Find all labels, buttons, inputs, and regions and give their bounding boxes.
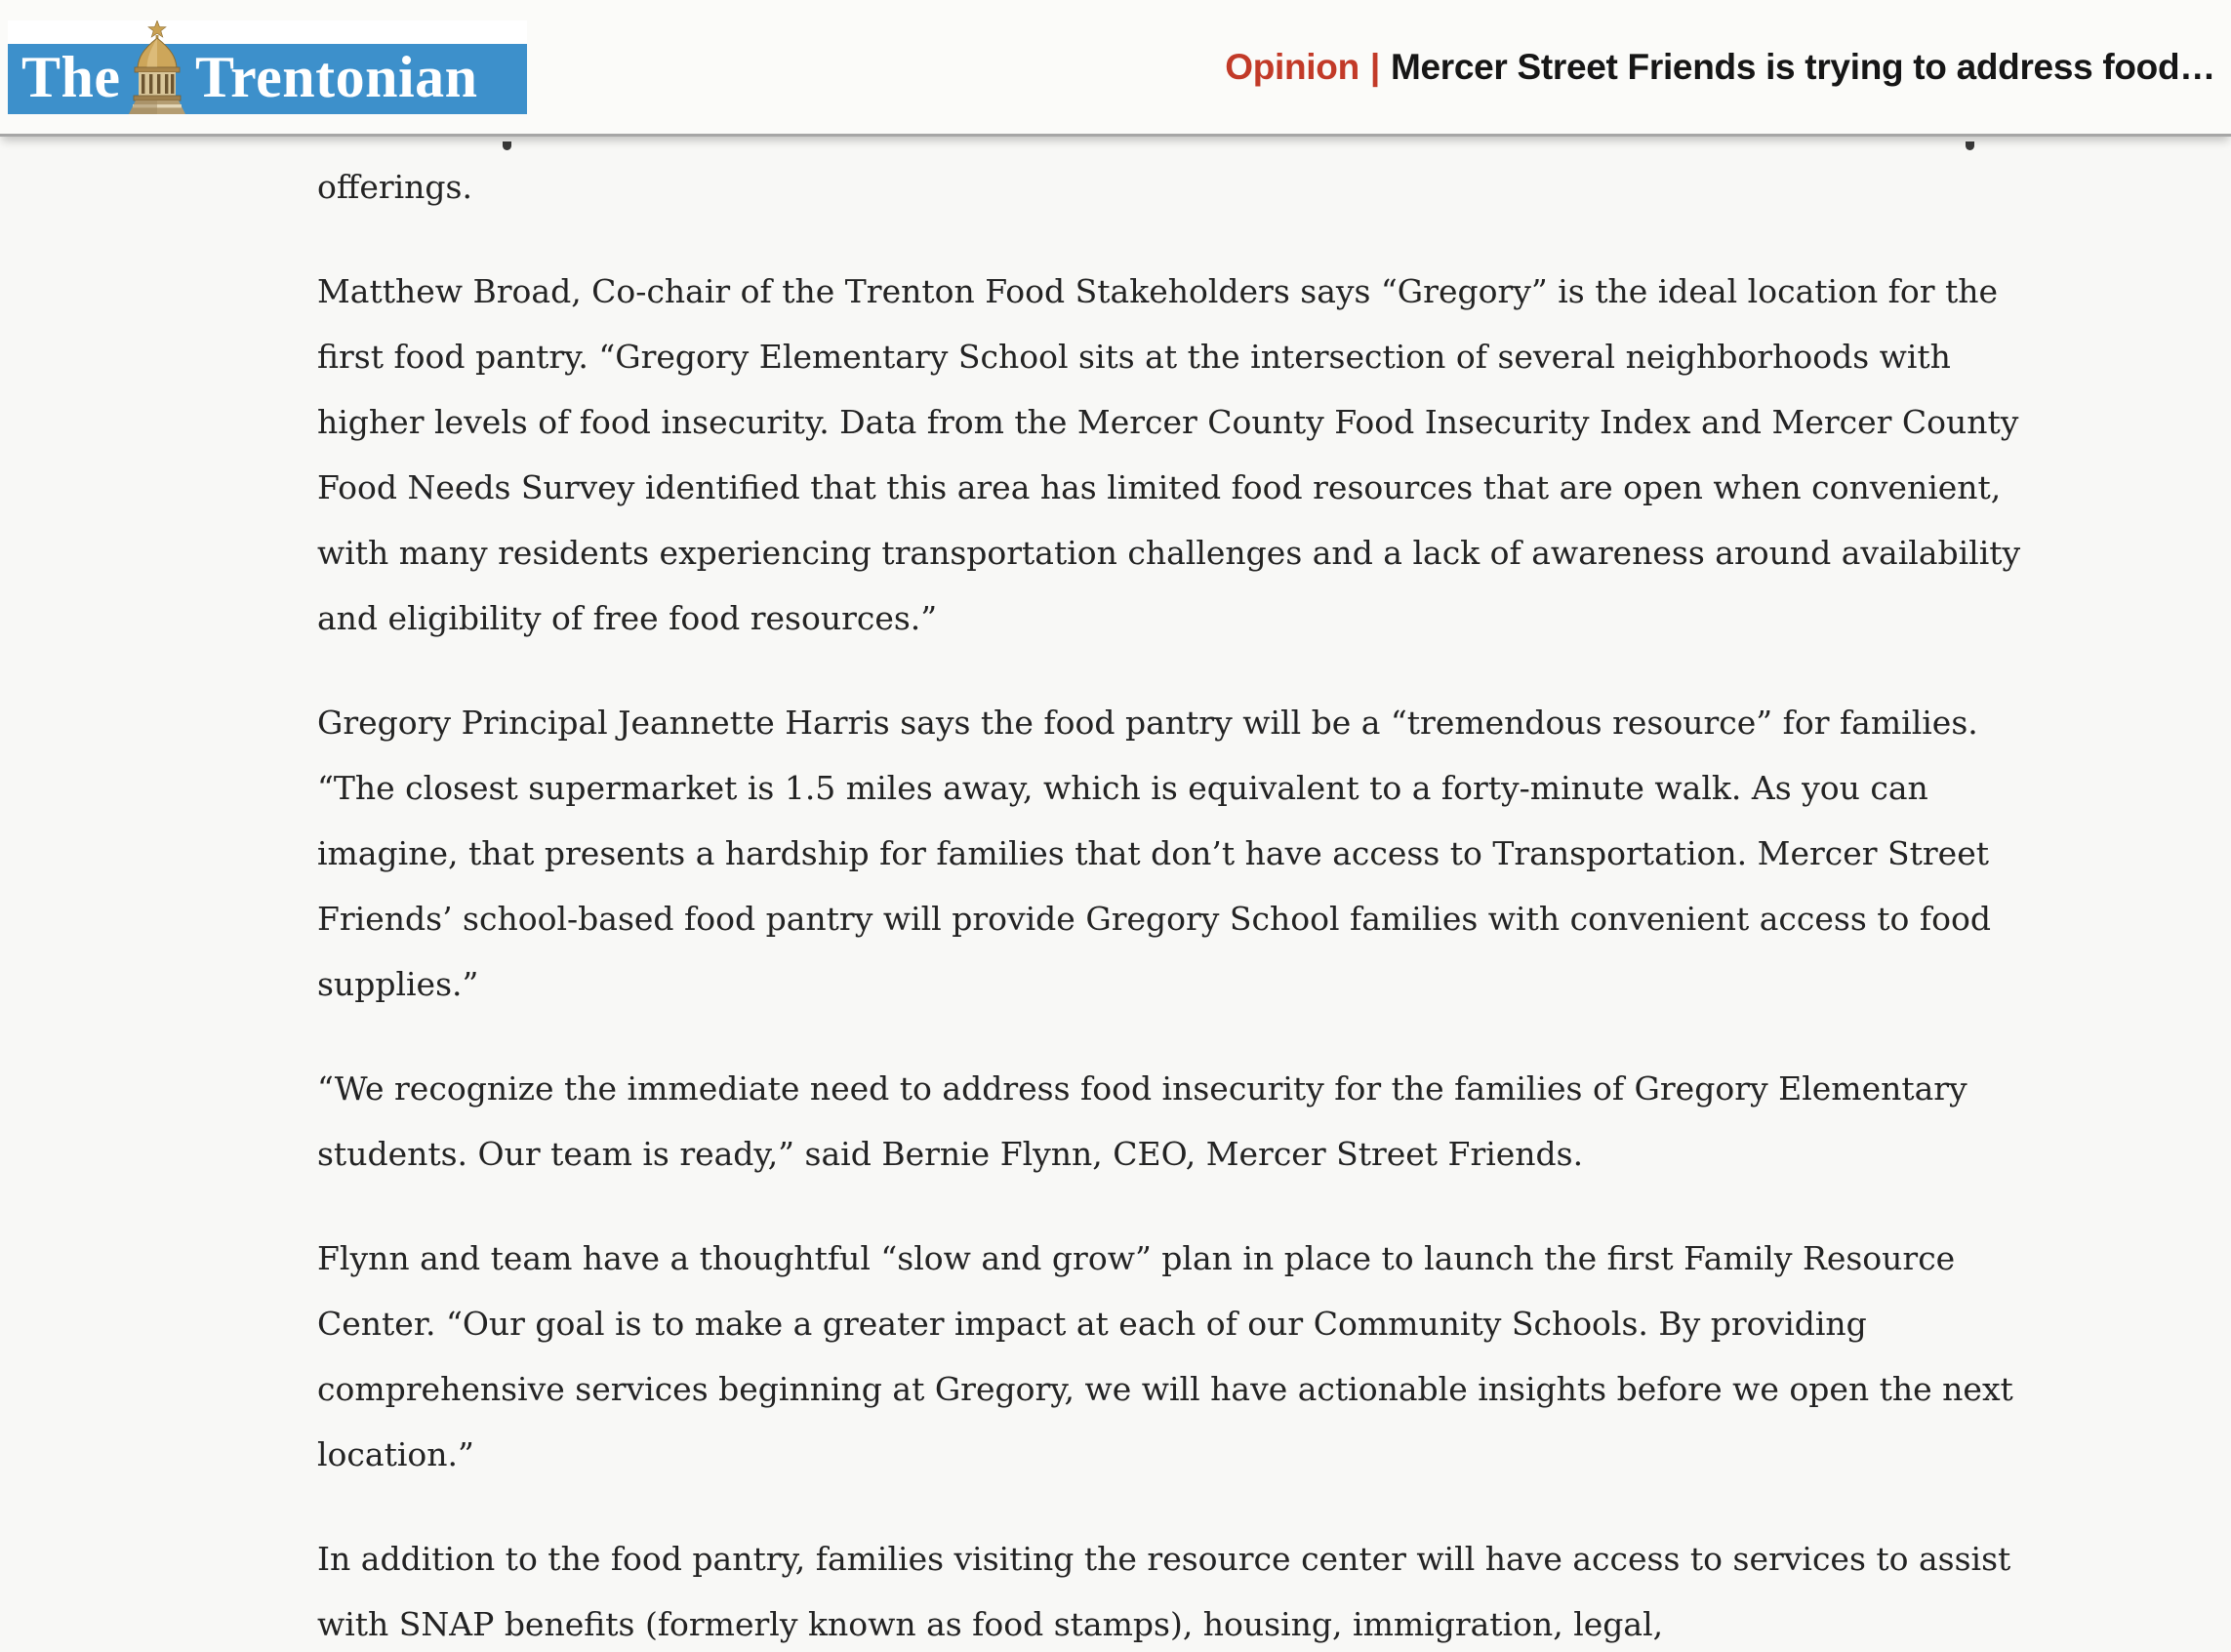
- sticky-article-headline[interactable]: [1225, 47, 2215, 88]
- headline-text: Mercer Street Friends is trying to address food…: [1390, 46, 2215, 87]
- article-paragraph: “We recognize the immediate need to address food insecurity for the families of Gregory Elementary students. Our team is ready,” said Bernie Flynn, CEO, Mercer Street Friends.: [317, 1069, 1967, 1173]
- capitol-dome-icon: [125, 20, 189, 114]
- article-paragraph: offerings.: [317, 168, 472, 206]
- article-paragraph: Matthew Broad, Co-chair of the Trenton Food Stakeholders says “Gregory” is the ideal location for the first food pantry. “Gregory Elementary School sits at the intersection of several neighborhoods with higher levels of food insecurity. Data from the Mercer County Food Insecurity Index and Mercer County Food Needs Survey identified that this area has limited food resources that are open when convenient, with many residents experiencing transportation challenges and a lack of awareness around availability and eligibility of free food resources.”: [317, 272, 2021, 637]
- logo-word-the: The: [21, 44, 121, 109]
- article-paragraph: In addition to the food pantry, families visiting the resource center will have access to services to assist with SNAP benefits (formerly known as food stamps), housing, immigration, legal,: [317, 1540, 2011, 1643]
- trentonian-logo[interactable]: [8, 20, 527, 114]
- article-paragraph: Gregory Principal Jeannette Harris says the food pantry will be a “tremendous resource” for families. “The closest supermarket is 1.5 miles away, which is equivalent to a forty-minute walk. As you can imagine, that presents a hardship for families that don’t have access to Transportation. Mercer Street Friends’ school-based food pantry will provide Gregory School families with convenient access to food supplies.”: [317, 704, 1991, 1003]
- clipped-line-descender: [1966, 141, 1974, 150]
- article-paragraph: Flynn and team have a thoughtful “slow and grow” plan in place to launch the first Family Resource Center. “Our goal is to make a greater impact at each of our Community Schools. By providing comprehensive services beginning at Gregory, we will have actionable insights before we open the next location.”: [317, 1239, 2013, 1473]
- site-header: [0, 0, 2231, 137]
- article-body: [317, 154, 2054, 1652]
- article-section-label: Opinion: [1225, 46, 1359, 87]
- logo-word-trentonian: Trentonian: [195, 44, 478, 109]
- clipped-line-descender: [503, 141, 511, 150]
- headline-separator: |: [1369, 46, 1380, 87]
- logo-white-strip: [8, 20, 527, 44]
